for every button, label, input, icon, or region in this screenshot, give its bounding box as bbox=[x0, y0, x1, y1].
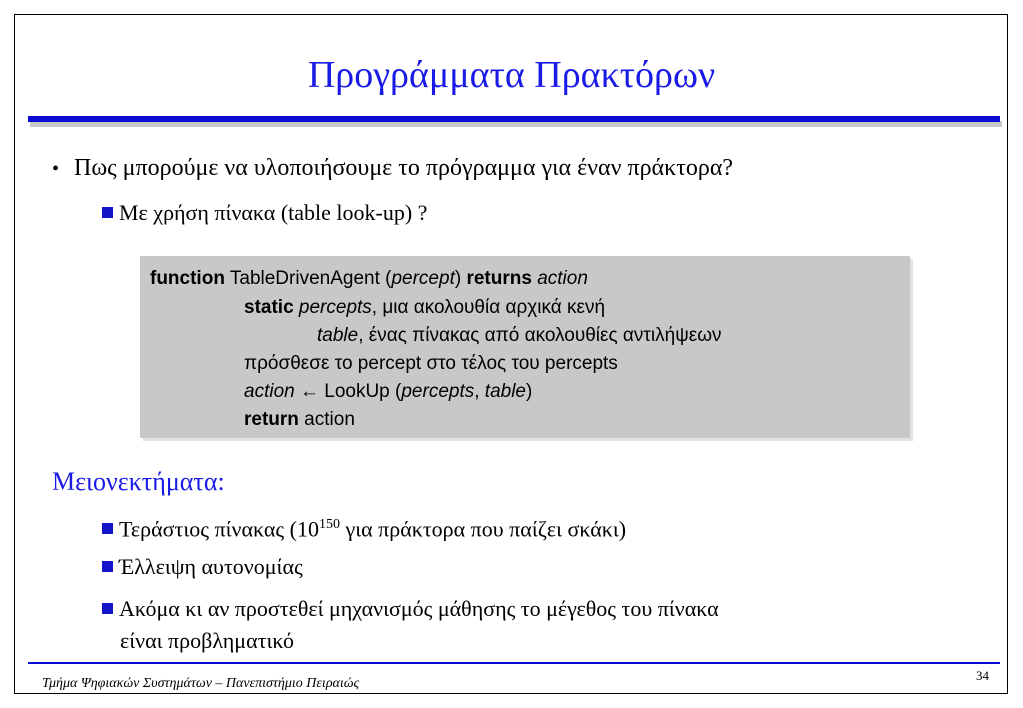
keyword-static: static bbox=[244, 297, 294, 318]
code-line-2 bbox=[244, 296, 605, 320]
disadvantage-item-2 bbox=[102, 553, 303, 581]
title-underline bbox=[28, 116, 1000, 122]
code-line-3 bbox=[317, 324, 722, 348]
keyword-returns: returns bbox=[466, 268, 532, 289]
percepts-desc: , μια ακολουθία αρχικά κενή bbox=[371, 297, 606, 318]
disadvantage-item-3-cont: είναι προβληματικό bbox=[120, 628, 294, 653]
item3-text-line1: Ακόμα κι αν προστεθεί μηχανισμός μάθησης το μέγεθος του πίνακα bbox=[119, 596, 719, 621]
disadvantage-item-3 bbox=[102, 595, 719, 623]
item1-exponent: 150 bbox=[318, 517, 340, 532]
footer-text: Τμήμα Ψηφιακών Συστημάτων – Πανεπιστήμιο Πειραιώς bbox=[42, 676, 360, 691]
item2-text: Έλλειψη αυτονομίας bbox=[119, 554, 303, 579]
square-bullet-icon bbox=[102, 603, 113, 614]
code-line-4: πρόσθεσε το percept στο τέλος του percepts bbox=[244, 353, 618, 374]
code-line-1 bbox=[150, 267, 588, 291]
paren-close-2: ) bbox=[526, 381, 533, 402]
disadvantages-heading: Μειονεκτήματα: bbox=[52, 467, 225, 496]
sub-bullet-text: Με χρήση πίνακα (table look-up) ? bbox=[119, 200, 428, 225]
question-bullet bbox=[52, 153, 733, 184]
code-line-5 bbox=[244, 380, 532, 404]
param-percept: percept bbox=[391, 268, 455, 289]
pseudocode-box bbox=[140, 256, 910, 438]
keyword-return: return bbox=[244, 409, 299, 430]
footer-rule bbox=[28, 662, 1000, 664]
question-text: Πως μπορούμε να υλοποιήσουμε το πρόγραμμα για έναν πράκτορα? bbox=[74, 155, 734, 181]
page-number: 34 bbox=[976, 668, 989, 683]
paren-close: ) bbox=[454, 268, 467, 289]
disadvantage-item-1 bbox=[102, 511, 626, 543]
item1-text-end: για πράκτορα που παίζει σκάκι) bbox=[339, 516, 627, 542]
var-percepts: percepts bbox=[293, 297, 372, 318]
var-action: action bbox=[244, 381, 295, 402]
square-bullet-icon bbox=[102, 207, 113, 218]
var-table: table bbox=[317, 325, 359, 346]
function-name: TableDrivenAgent ( bbox=[224, 268, 392, 289]
return-value: action bbox=[298, 409, 355, 430]
assign-lookup: ← LookUp ( bbox=[294, 381, 402, 402]
item1-text: Τεράστιος πίνακας (10 bbox=[119, 516, 319, 542]
arg-comma: , bbox=[474, 381, 485, 402]
code-line-6 bbox=[244, 408, 355, 432]
bullet-dot-icon: • bbox=[52, 158, 60, 180]
slide-title: Προγράμματα Πρακτόρων bbox=[307, 54, 716, 96]
return-type: action bbox=[531, 268, 588, 289]
table-desc: , ένας πίνακας από ακολουθίες αντιλήψεων bbox=[358, 325, 722, 346]
sub-bullet bbox=[102, 199, 427, 227]
keyword-function: function bbox=[150, 268, 225, 289]
square-bullet-icon bbox=[102, 561, 113, 572]
arg-percepts: percepts bbox=[401, 381, 475, 402]
arg-table: table bbox=[484, 381, 526, 402]
square-bullet-icon bbox=[102, 523, 113, 534]
